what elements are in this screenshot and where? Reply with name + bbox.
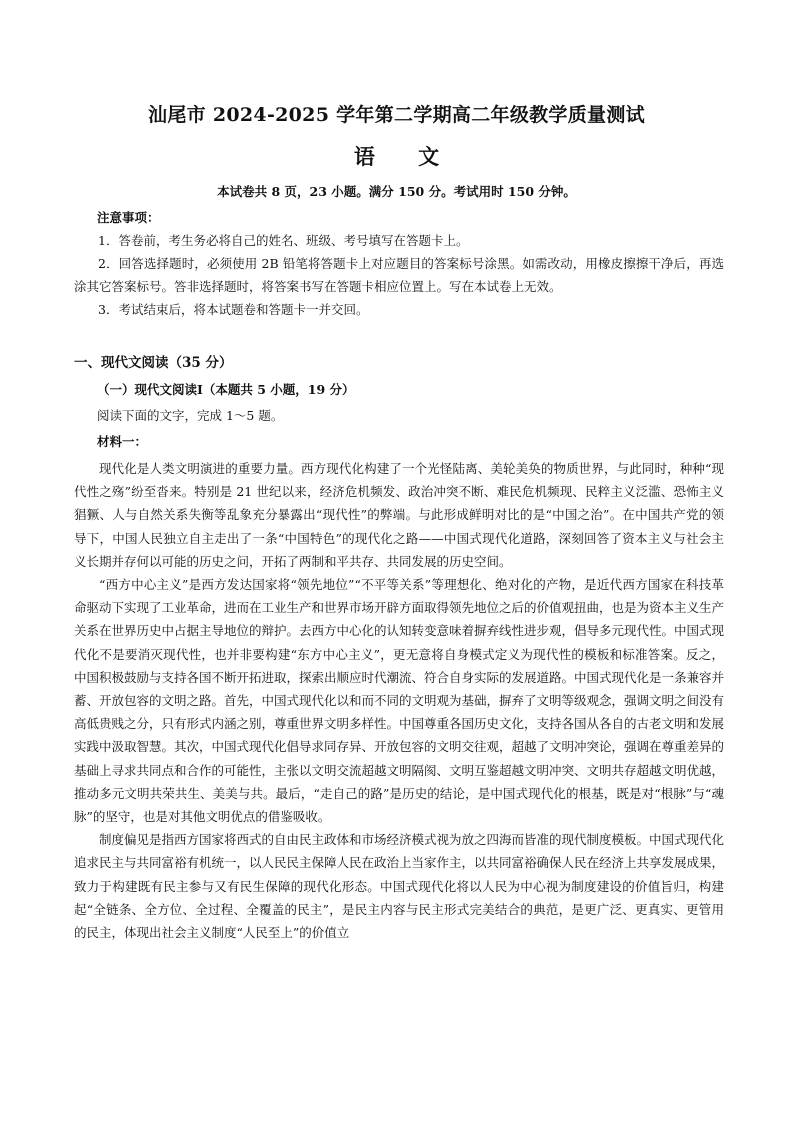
exam-info: 本试卷共 8 页，23 小题。满分 150 分。考试用时 150 分钟。 [217,184,576,199]
subsection-heading: （一）现代文阅读Ⅰ（本题共 5 小题，19 分） [97,382,355,397]
exam-title: 汕尾市 2024-2025 学年第二学期高二年级教学质量测试 [148,104,645,126]
paragraph: 现代化是人类文明演进的重要力量。西方现代化构建了一个光怪陆离、美轮美奂的物质世界，与此同时，种种“现代性之殇”纷至沓来。特别是 21 世纪以来，经济危机频发、政治冲突不断、难民危机频现、民粹主义泛滥、恐怖主义猖獗、人与自然关系失衡等乱象充分暴露出“现代性”的弊端。与此形成鲜明对比的是“中国之治”。在中国共产党的领导下，中国人民独立自主走出了一条“中国特色”的现代化之路——中国式现代化道路，深刻回答了资本主义与社会主义长期并存何以可能的历史之问，开拓了两制和平共存、共同发展的历史空间。 [74,461,724,569]
note-item: 2．回答选择题时，必须使用 2B 铅笔将答题卡上对应题目的答案标号涂黑。如需改动，用橡皮擦擦干净后，再选涂其它答案标号。答非选择题时，将答案书写在答题卡相应位置上。写在本试卷上无效。 [74,256,724,294]
subject-title: 语 文 [353,144,458,169]
reading-instruction: 阅读下面的文字，完成 1～5 题。 [97,408,284,423]
material-body [74,457,724,944]
material-label: 材料一： [97,434,148,449]
section-heading: 一、现代文阅读（35 分） [74,355,233,371]
note-item: 3．考试结束后，将本试题卷和答题卡一并交回。 [98,302,369,317]
note-item: 1．答卷前，考生务必将自己的姓名、班级、考号填写在答题卡上。 [98,233,469,248]
paragraph: 制度偏见是指西方国家将西式的自由民主政体和市场经济模式视为放之四海而皆准的现代制度模板。中国式现代化追求民主与共同富裕有机统一，以人民民主保障人民在政治上当家作主，以共同富裕确保人民在经济上共享发展成果，致力于构建既有民主参与又有民生保障的现代化形态。中国式现代化将以人民为中心视为制度建设的价值旨归，构建起“全链条、全方位、全过程、全覆盖的民主”，是民主内容与民主形式完美结合的典范，是更广泛、更真实、更管用的民主，体现出社会主义制度“人民至上”的价值立 [74,832,725,941]
notes-heading: 注意事项： [97,210,160,225]
notes-list [74,229,724,321]
paragraph: “西方中心主义”是西方发达国家将“领先地位”“不平等关系”等理想化、绝对化的产物，是近代西方国家在科技革命驱动下实现了工业革命，进而在工业生产和世界市场开辟方面取得领先地位之后的价值观扭曲，也是为资本主义生产关系在世界历史中占据主导地位的辩护。去西方中心化的认知转变意味着摒弃线性进步观，倡导多元现代性。中国式现代化不是要消灭现代性，也并非要构建“东方中心主义”，更无意将自身模式定义为现代性的模板和标准答案。反之，中国积极鼓励与支持各国不断开拓进取，探索出顺应时代潮流、符合自身实际的发展道路。中国式现代化是一条兼容并蓄、开放包容的文明之路。首先，中国式现代化以和而不同的文明观为基础，摒弃了文明等级观念，强调文明之间没有高低贵贱之分，只有形式内涵之别，尊重世界文明多样性。中国尊重各国历史文化，支持各国从各自的古老文明和发展实践中汲取智慧。其次，中国式现代化倡导求同存异、开放包容的文明交往观，超越了文明冲突论，强调在尊重差异的基础上寻求共同点和合作的可能性，主张以文明交流超越文明隔阂、文明互鉴超越文明冲突、文明共存超越文明优越，推动多元文明共荣共生、美美与共。最后，“走自己的路”是历史的结论，是中国式现代化的根基，既是对“根脉”与“魂脉”的坚守，也是对其他文明优点的借鉴吸收。 [74,577,725,825]
